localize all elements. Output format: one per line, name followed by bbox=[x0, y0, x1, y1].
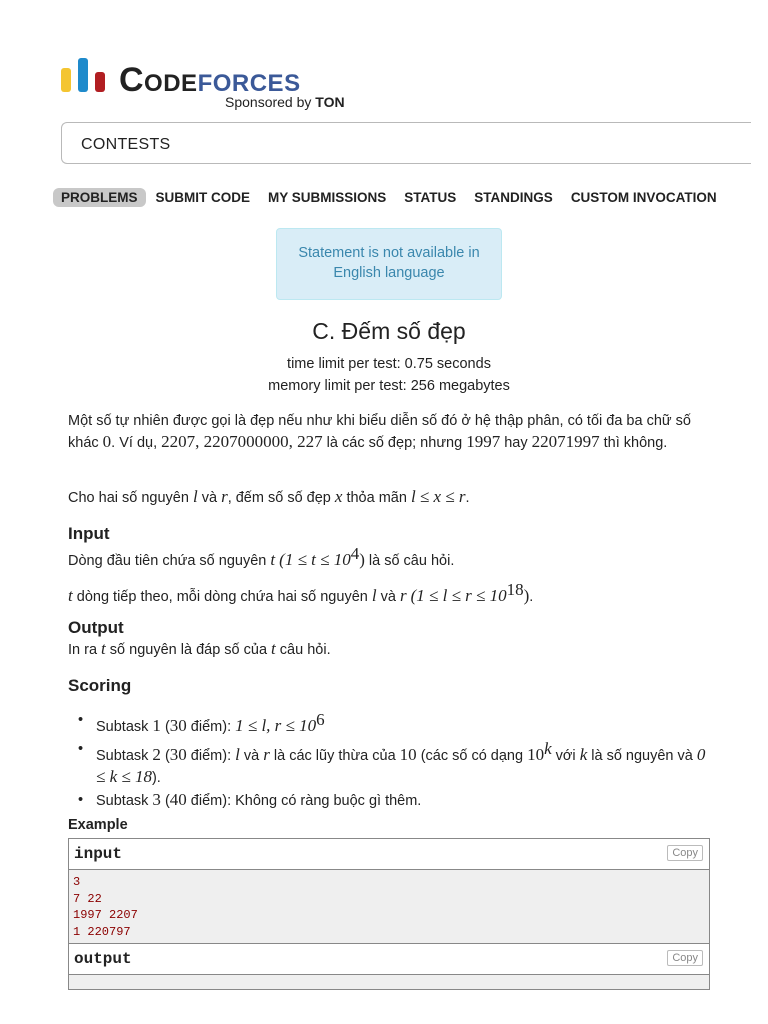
contests-link[interactable]: CONTESTS bbox=[81, 136, 171, 153]
text: là các lũy thừa của bbox=[269, 748, 400, 765]
math: t bbox=[270, 549, 276, 569]
math: 30 bbox=[169, 715, 187, 735]
math: ) bbox=[523, 585, 530, 605]
math-exponent: k bbox=[544, 739, 552, 759]
math: r bbox=[263, 745, 270, 765]
math: ) bbox=[359, 549, 365, 569]
text: , đếm số số đẹp bbox=[227, 490, 335, 506]
text: Subtask bbox=[96, 793, 153, 810]
text: ( bbox=[160, 748, 170, 765]
input-line-2 bbox=[68, 580, 718, 607]
problem-tabs bbox=[53, 186, 727, 208]
example-box bbox=[68, 838, 710, 990]
copy-output-button[interactable]: Copy bbox=[667, 950, 703, 966]
text: câu hỏi. bbox=[275, 642, 331, 658]
alert-line-1: Statement is not available in bbox=[298, 245, 480, 261]
text: In ra bbox=[68, 642, 102, 658]
math: 0 bbox=[102, 431, 112, 451]
sponsor-line bbox=[225, 94, 345, 110]
text: điểm): Không có ràng buộc gì thêm. bbox=[186, 793, 422, 810]
text: hay bbox=[500, 434, 532, 451]
math: r bbox=[221, 487, 228, 506]
math: 3 bbox=[152, 790, 161, 810]
text: thì không. bbox=[599, 434, 668, 451]
text: điểm): bbox=[186, 748, 236, 765]
example-input-line: 1 220797 bbox=[73, 924, 131, 939]
input-line-1 bbox=[68, 544, 718, 571]
math-exponent: 18 bbox=[506, 580, 524, 599]
text: số nguyên là đáp số của bbox=[105, 642, 272, 658]
math-exponent: 6 bbox=[316, 710, 325, 729]
logo-bar-red bbox=[95, 72, 105, 92]
math: k bbox=[579, 745, 588, 765]
list-item bbox=[78, 710, 718, 737]
text: với bbox=[551, 748, 580, 765]
time-limit: time limit per test: 0.75 seconds bbox=[287, 356, 491, 372]
math: 30 bbox=[169, 745, 187, 765]
statement-paragraph-2 bbox=[68, 487, 718, 509]
math: r bbox=[399, 585, 407, 605]
text: Dòng đầu tiên chứa số nguyên bbox=[68, 552, 271, 569]
sponsor-name: TON bbox=[315, 94, 345, 110]
codeforces-logo[interactable] bbox=[61, 58, 381, 114]
list-item bbox=[78, 739, 718, 788]
example-input-line: 1997 2207 bbox=[73, 908, 138, 922]
math: t bbox=[68, 585, 73, 605]
copy-input-button[interactable]: Copy bbox=[667, 845, 703, 861]
tab-submit-code[interactable]: SUBMIT CODE bbox=[155, 189, 251, 205]
text: thỏa mãn bbox=[342, 490, 411, 506]
example-input-content bbox=[69, 870, 709, 944]
text: và bbox=[239, 748, 264, 765]
math: 1 ≤ l, r ≤ 10 bbox=[235, 715, 317, 735]
tab-problems[interactable]: PROBLEMS bbox=[53, 188, 146, 207]
logo-bar-blue bbox=[78, 58, 88, 92]
math: x bbox=[334, 487, 343, 506]
math: t bbox=[271, 639, 276, 658]
list-item bbox=[78, 790, 718, 812]
text: (các số có dạng bbox=[416, 748, 528, 765]
math: (1 ≤ t ≤ 10 bbox=[279, 549, 351, 569]
tab-status[interactable]: STATUS bbox=[404, 189, 457, 205]
problem-title: C. Đếm số đẹp bbox=[312, 318, 466, 344]
logo-text-code: Code bbox=[119, 61, 198, 99]
math: 10 bbox=[399, 745, 417, 765]
math-exponent: 4 bbox=[350, 544, 360, 563]
tab-standings[interactable]: STANDINGS bbox=[474, 189, 553, 205]
math: l ≤ x ≤ r bbox=[410, 487, 466, 506]
example-input-line: 7 22 bbox=[73, 891, 102, 906]
text: Subtask bbox=[96, 748, 153, 765]
math: 10 bbox=[527, 745, 545, 765]
text: và bbox=[197, 490, 222, 506]
text: . bbox=[529, 588, 534, 605]
statement-paragraph-1 bbox=[68, 411, 718, 453]
text: ( bbox=[160, 793, 170, 810]
tab-custom-invocation[interactable]: CUSTOM INVOCATION bbox=[570, 189, 717, 205]
subtask-list bbox=[78, 710, 718, 814]
text: điểm): bbox=[186, 718, 236, 735]
example-output-header bbox=[69, 944, 709, 975]
output-line bbox=[68, 639, 718, 661]
math: 1 bbox=[152, 715, 161, 735]
logo-bar-yellow bbox=[61, 68, 71, 92]
example-input-header bbox=[69, 839, 709, 870]
output-heading: Output bbox=[68, 618, 124, 637]
sponsor-prefix: Sponsored by bbox=[225, 94, 312, 110]
math: l bbox=[192, 487, 198, 506]
example-input-line: 3 bbox=[73, 875, 81, 889]
text: dòng tiếp theo, mỗi dòng chứa hai số nguyên bbox=[72, 588, 372, 605]
memory-limit: memory limit per test: 256 megabytes bbox=[268, 378, 510, 394]
example-output-label: output bbox=[74, 950, 132, 968]
example-heading: Example bbox=[68, 817, 128, 833]
math: 1997 bbox=[466, 431, 501, 451]
math: 40 bbox=[169, 790, 187, 810]
language-alert bbox=[276, 228, 502, 300]
input-heading: Input bbox=[68, 524, 110, 543]
example-input-label: input bbox=[74, 845, 123, 863]
text: là số câu hỏi. bbox=[364, 552, 455, 569]
math: t bbox=[101, 639, 106, 658]
text: Một số tự nhiên được gọi là đẹp nếu như khi biểu diễn số đó ở hệ thập phân, có tối đa ba chữ số khác bbox=[68, 413, 691, 451]
math: 2207, 2207000000, 227 bbox=[161, 431, 323, 451]
text: là các số đẹp; nhưng bbox=[322, 434, 467, 451]
logo-text-forces: forces bbox=[197, 61, 301, 99]
text: . Ví dụ, bbox=[111, 434, 162, 451]
text: là số nguyên và bbox=[587, 748, 697, 765]
math: 22071997 bbox=[531, 431, 600, 451]
math: (1 ≤ l ≤ r ≤ 10 bbox=[410, 585, 507, 605]
text: ). bbox=[151, 769, 161, 786]
text: Cho hai số nguyên bbox=[68, 490, 193, 506]
text: . bbox=[465, 490, 470, 506]
math: 2 bbox=[152, 745, 161, 765]
text: Subtask bbox=[96, 718, 153, 735]
text: và bbox=[376, 588, 400, 605]
math: 0 ≤ k ≤ 18 bbox=[96, 745, 706, 786]
alert-line-2: English language bbox=[333, 265, 445, 281]
math: l bbox=[371, 585, 377, 605]
math: l bbox=[235, 745, 240, 765]
example-output-content bbox=[69, 975, 709, 990]
scoring-heading: Scoring bbox=[68, 676, 132, 695]
tab-my-submissions[interactable]: MY SUBMISSIONS bbox=[268, 189, 387, 205]
text: ( bbox=[160, 718, 170, 735]
contests-menu[interactable] bbox=[61, 122, 751, 164]
